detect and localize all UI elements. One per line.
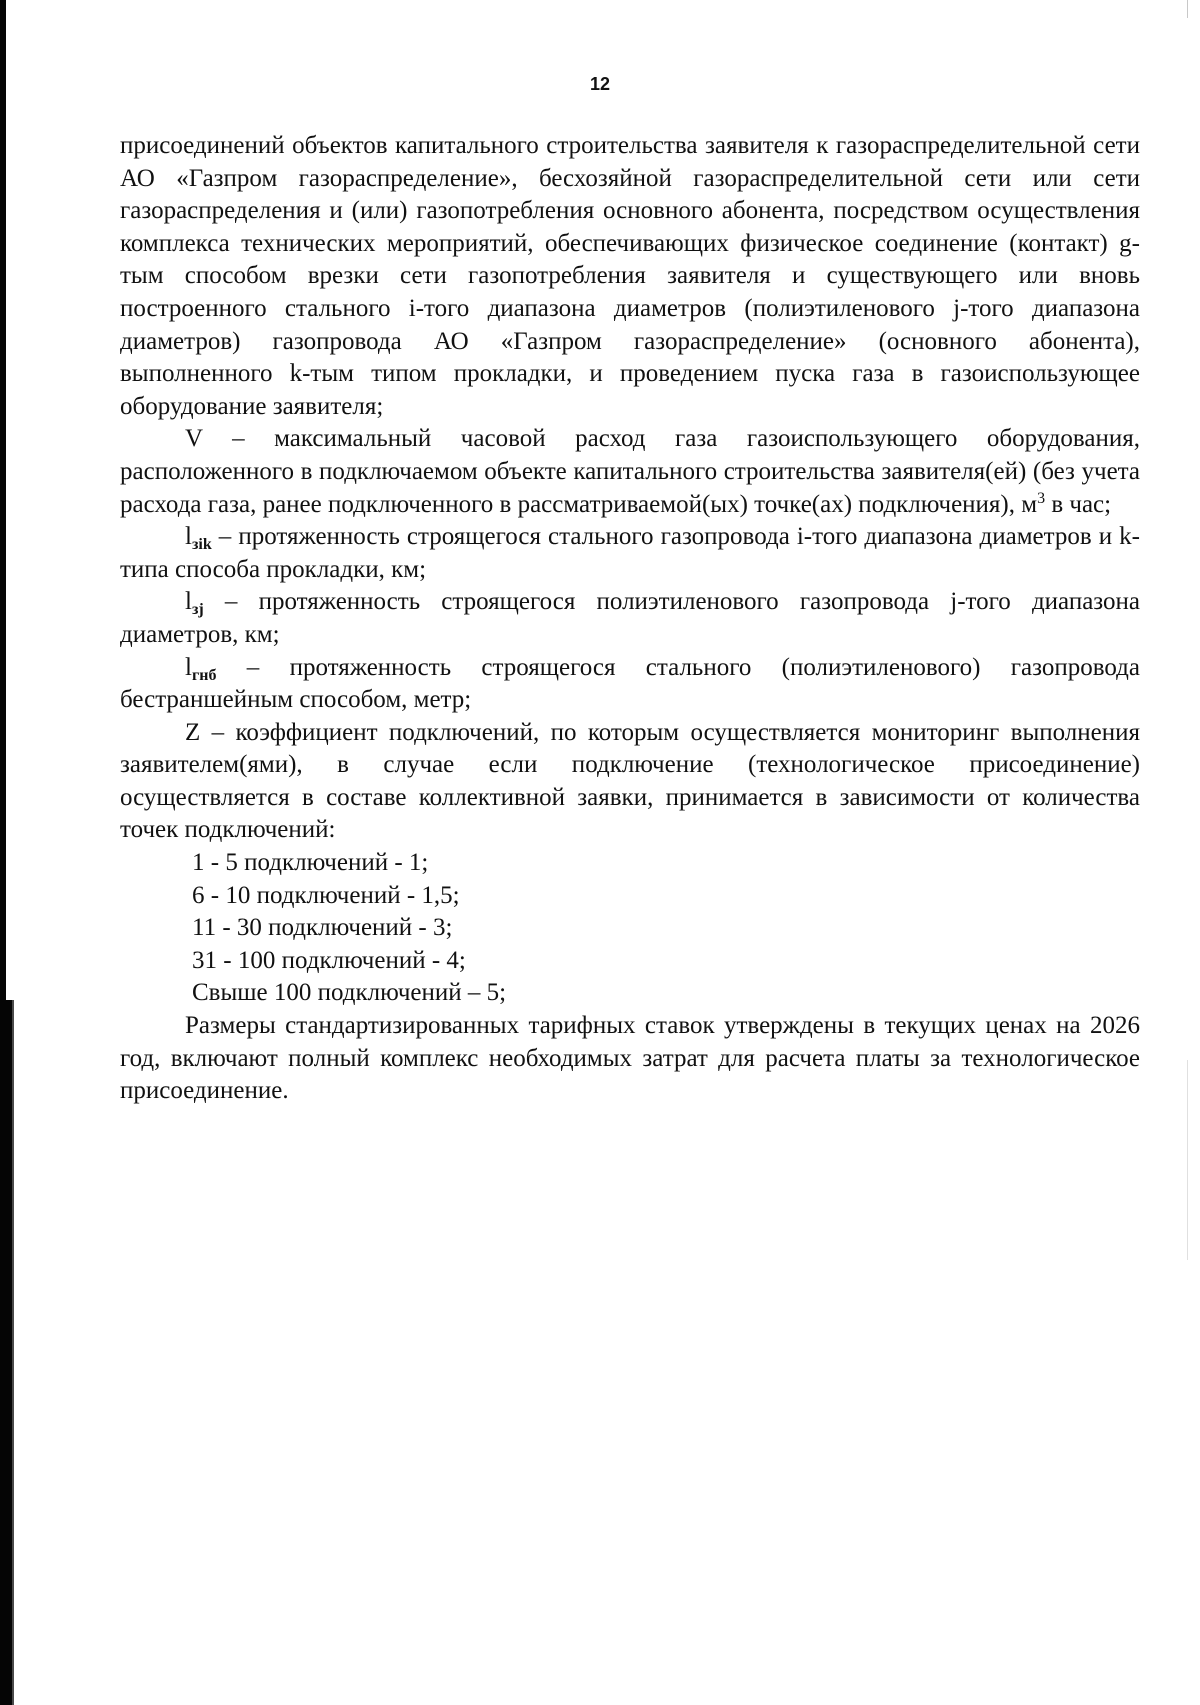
l-zj-text: – протяженность строящегося полиэтиленового газопровода j-того диапазона диаметров, км; — [120, 588, 1140, 648]
list-item: 6 - 10 подключений - 1,5; — [192, 881, 460, 909]
list-item: 31 - 100 подключений - 4; — [192, 946, 466, 974]
paragraph-v-definition — [120, 423, 1140, 521]
list-item: 11 - 30 подключений - 3; — [192, 914, 453, 942]
subscript-gnb: гнб — [191, 666, 217, 684]
subscript-zj: зj — [191, 601, 204, 619]
superscript-3: 3 — [1037, 489, 1046, 507]
subscript-zik: зik — [191, 536, 212, 554]
symbol-l: l — [185, 588, 192, 616]
scan-shadow-left-lower — [0, 1000, 14, 1705]
v-definition-text: V – максимальный часовой расход газа газоиспользующего оборудования, расположенного в подключаемом объекте капитального строительства заявителя(ей) (без учета расхода газа, ранее подключенного в рассматриваемой(ых) точке(ах) подключения), м — [120, 425, 1140, 518]
paragraph-connection-definition: присоединений объектов капитального строительства заявителя к газораспределительной сети АО «Газпром газораспределение», бесхозяйной газораспределительной сети или сети газораспределения и (или) газопотребления основного абонента, посредством осуществления комплекса технических мероприятий, обеспечивающих физическое соединение (контакт) g-тым способом врезки сети газопотребления заявителя и существующего или вновь построенного стального i-того диапазона диаметров (полиэтиленового j-того диапазона диаметров) газопровода АО «Газпром газораспределение» (основного абонента), выполненного k-тым типом прокладки, и проведением пуска газа в газоиспользующее оборудование заявителя; — [120, 132, 1140, 420]
symbol-l: l — [185, 523, 192, 551]
v-definition-tail: в час; — [1045, 490, 1112, 518]
paragraph-tariff-rates: Размеры стандартизированных тарифных ставок утверждены в текущих ценах на 2026 год, включают полный комплекс необходимых затрат для расчета платы за технологическое присоединение. — [120, 1012, 1140, 1105]
paragraph-l-gnb-definition — [120, 652, 1140, 717]
list-item: 1 - 5 подключений - 1; — [192, 849, 429, 877]
paragraph-l-zik-definition — [120, 521, 1140, 586]
scan-dust-mark — [1187, 0, 1188, 18]
document-body — [120, 130, 1140, 1108]
scan-dust-mark — [1187, 1060, 1188, 1260]
l-zik-text: – протяженность строящегося стального газопровода i-того диапазона диаметров и k-типа способа прокладки, км; — [120, 523, 1140, 583]
l-gnb-text: – протяженность строящегося стального (полиэтиленового) газопровода бестраншейным способом, метр; — [120, 653, 1140, 714]
paragraph-z-definition: Z – коэффициент подключений, по которым осуществляется мониторинг выполнения заявителем(ями), в случае если подключение (технологическое присоединение) осуществляется в составе коллективной заявки, принимается в зависимости от количества точек подключений: — [120, 718, 1140, 844]
list-item: Свыше 100 подключений – 5; — [192, 979, 507, 1007]
symbol-l: l — [185, 653, 192, 681]
page-number: 12 — [589, 74, 611, 94]
paragraph-l-zj-definition — [120, 586, 1140, 651]
